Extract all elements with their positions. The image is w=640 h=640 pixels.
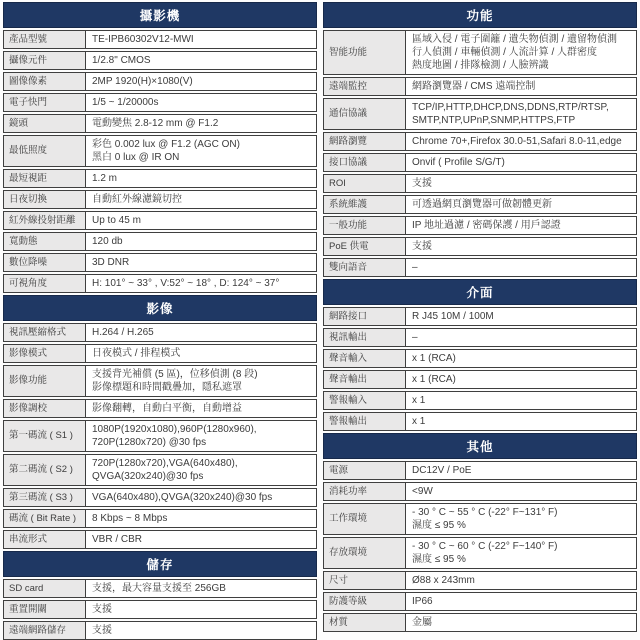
spec-value	[86, 510, 316, 527]
spec-label: 系統維護	[324, 196, 406, 213]
spec-value	[86, 366, 316, 396]
spec-value-line: TCP/IP,HTTP,DHCP,DNS,DDNS,RTP/RTSP,	[412, 102, 609, 113]
spec-label: 串流形式	[4, 531, 86, 548]
spec-label: ROI	[324, 175, 406, 192]
spec-value	[406, 31, 636, 74]
spec-value-line: 熱度地圖 / 排隊檢測 / 人臉辨識	[412, 60, 549, 71]
spec-value-line: 自動紅外線濾鏡切控	[92, 194, 182, 205]
spec-value-line: 影像標題和時間戳疊加，隱私遮罩	[92, 382, 242, 393]
spec-value	[406, 462, 636, 479]
spec-value	[86, 73, 316, 90]
spec-value	[86, 191, 316, 208]
spec-label: 鏡頭	[4, 115, 86, 132]
section-header: 其他	[323, 433, 637, 459]
spec-value	[406, 175, 636, 192]
spec-row	[323, 237, 637, 256]
spec-value	[406, 572, 636, 589]
spec-label: 最低照度	[4, 136, 86, 166]
spec-value-line: 120 db	[92, 236, 123, 247]
spec-row	[323, 216, 637, 235]
spec-value	[406, 259, 636, 276]
spec-label: 聲音輸出	[324, 371, 406, 388]
spec-label: 存放環境	[324, 538, 406, 568]
spec-row	[3, 509, 317, 528]
spec-value-line: - 30 ° C ~ 55 ° C (-22° F~131° F)	[412, 507, 558, 518]
spec-row	[323, 482, 637, 501]
spec-row	[323, 412, 637, 431]
spec-label: 第二碼流 ( S2 )	[4, 455, 86, 485]
spec-value-line: 網路瀏覽器 / CMS 遠端控制	[412, 81, 536, 92]
spec-row	[323, 153, 637, 172]
spec-row	[323, 132, 637, 151]
spec-value	[406, 392, 636, 409]
spec-value-line: –	[412, 332, 418, 343]
spec-value-line: 720P(1280x720) @30 fps	[92, 437, 207, 448]
spec-value-line: 支援	[92, 604, 112, 615]
spec-value	[406, 538, 636, 568]
spec-value-line: 行人偵測 / 車輛偵測 / 人流計算 / 人群密度	[412, 47, 598, 58]
spec-row	[3, 488, 317, 507]
spec-value-line: –	[412, 262, 418, 273]
spec-row	[3, 454, 317, 486]
spec-value-line: IP66	[412, 596, 433, 607]
spec-value	[406, 504, 636, 534]
section-header: 儲存	[3, 551, 317, 577]
spec-label: 遠端網路儲存	[4, 622, 86, 639]
spec-row	[323, 98, 637, 130]
spec-row	[323, 30, 637, 75]
spec-label: 接口協議	[324, 154, 406, 171]
spec-label: 材質	[324, 614, 406, 631]
spec-row	[3, 114, 317, 133]
spec-value-line: 彩色 0.002 lux @ F1.2 (AGC ON)	[92, 139, 240, 150]
spec-value-line: 720P(1280x720),VGA(640x480),	[92, 458, 238, 469]
spec-value-line: 支援背光補償 (5 區)，位移偵測 (8 段)	[92, 369, 258, 380]
spec-value-line: VBR / CBR	[92, 534, 143, 545]
spec-value	[86, 601, 316, 618]
spec-value-line: - 30 ° C ~ 60 ° C (-22° F~140° F)	[412, 541, 558, 552]
spec-value-line: Chrome 70+,Firefox 30.0-51,Safari 8.0-11,edge	[412, 136, 622, 147]
section-header: 影像	[3, 295, 317, 321]
spec-value-line: x 1 (RCA)	[412, 353, 456, 364]
spec-value	[86, 52, 316, 69]
spec-value	[86, 455, 316, 485]
spec-row	[3, 579, 317, 598]
spec-value	[86, 400, 316, 417]
spec-value	[406, 614, 636, 631]
spec-value	[86, 31, 316, 48]
spec-label: 通信協議	[324, 99, 406, 129]
spec-row	[3, 365, 317, 397]
section-header: 攝影機	[3, 2, 317, 28]
spec-value-line: 影像翻轉，自動白平衡，自動增益	[92, 403, 242, 414]
spec-row	[323, 307, 637, 326]
spec-value	[406, 593, 636, 610]
spec-label: 網路接口	[324, 308, 406, 325]
spec-label: 碼流 ( Bit Rate )	[4, 510, 86, 527]
spec-row	[3, 135, 317, 167]
spec-label: 數位降噪	[4, 254, 86, 271]
spec-value	[406, 196, 636, 213]
spec-value-line: 1/2.8" CMOS	[92, 55, 151, 66]
spec-value-line: <9W	[412, 486, 433, 497]
spec-value-line: 2MP 1920(H)×1080(V)	[92, 76, 193, 87]
spec-row	[3, 344, 317, 363]
spec-row	[3, 93, 317, 112]
spec-value-line: IP 地址過濾 / 密碼保護 / 用戶認證	[412, 220, 561, 231]
spec-row	[3, 399, 317, 418]
spec-row	[3, 30, 317, 49]
spec-value	[86, 115, 316, 132]
spec-value-line: 電動變焦 2.8-12 mm @ F1.2	[92, 118, 219, 129]
spec-value	[86, 489, 316, 506]
spec-label: 智能功能	[324, 31, 406, 74]
spec-value	[406, 99, 636, 129]
spec-value	[86, 345, 316, 362]
spec-label: 攝像元件	[4, 52, 86, 69]
spec-value	[86, 94, 316, 111]
spec-value	[86, 622, 316, 639]
spec-label: 影像調校	[4, 400, 86, 417]
spec-value	[86, 275, 316, 292]
spec-value-line: Up to 45 m	[92, 215, 141, 226]
spec-row	[3, 253, 317, 272]
spec-label: 電子快門	[4, 94, 86, 111]
spec-value-line: 1.2 m	[92, 173, 118, 184]
spec-value	[406, 413, 636, 430]
spec-row	[323, 571, 637, 590]
spec-value	[86, 254, 316, 271]
spec-label: 視訊輸出	[324, 329, 406, 346]
spec-label: 第一碼流 ( S1 )	[4, 421, 86, 451]
spec-value-line: 1080P(1920x1080),960P(1280x960),	[92, 424, 257, 435]
spec-label: 一般功能	[324, 217, 406, 234]
spec-value-line: Onvif ( Profile S/G/T)	[412, 157, 505, 168]
spec-value-line: H.264 / H.265	[92, 327, 154, 338]
spec-value-line: 日夜模式 / 排程模式	[92, 348, 181, 359]
spec-label: 第三碼流 ( S3 )	[4, 489, 86, 506]
spec-value-line: H: 101° ~ 33° , V:52° ~ 18° , D: 124° ~ 37°	[92, 278, 280, 289]
spec-label: 工作環境	[324, 504, 406, 534]
spec-row	[323, 461, 637, 480]
spec-value	[86, 531, 316, 548]
spec-value	[406, 329, 636, 346]
spec-value	[406, 308, 636, 325]
spec-row	[3, 323, 317, 342]
spec-row	[3, 169, 317, 188]
spec-label: 最短視距	[4, 170, 86, 187]
spec-row	[3, 190, 317, 209]
spec-value-line: 支援	[92, 625, 112, 636]
spec-row	[323, 195, 637, 214]
spec-label: PoE 供電	[324, 238, 406, 255]
spec-row	[3, 420, 317, 452]
spec-row	[323, 349, 637, 368]
spec-row	[3, 274, 317, 293]
spec-value	[406, 350, 636, 367]
spec-label: 影像功能	[4, 366, 86, 396]
spec-row	[3, 530, 317, 549]
spec-row	[323, 77, 637, 96]
spec-value	[86, 580, 316, 597]
spec-label: 防護等級	[324, 593, 406, 610]
spec-label: 警報輸入	[324, 392, 406, 409]
spec-value	[406, 217, 636, 234]
spec-row	[323, 174, 637, 193]
spec-row	[3, 600, 317, 619]
spec-value-line: 區域入侵 / 電子圍籬 / 遺失物偵測 / 遺留物偵測	[412, 34, 618, 45]
spec-value-line: QVGA(320x240)@30 fps	[92, 471, 204, 482]
spec-value	[86, 233, 316, 250]
spec-value-line: x 1 (RCA)	[412, 374, 456, 385]
spec-row	[3, 72, 317, 91]
left-spec-column	[3, 2, 317, 640]
spec-value	[86, 421, 316, 451]
spec-row	[323, 503, 637, 535]
spec-row	[323, 613, 637, 632]
spec-value-line: TE-IPB60302V12-MWI	[92, 34, 194, 45]
spec-value-line: DC12V / PoE	[412, 465, 472, 476]
spec-row	[3, 211, 317, 230]
spec-value-line: 1/5 ~ 1/20000s	[92, 97, 159, 108]
spec-value	[406, 238, 636, 255]
spec-row	[3, 621, 317, 640]
spec-value	[406, 78, 636, 95]
spec-value-line: R J45 10M / 100M	[412, 311, 494, 322]
right-spec-column	[323, 2, 637, 640]
spec-row	[3, 51, 317, 70]
spec-value	[406, 371, 636, 388]
spec-value-line: 濕度 ≤ 95 %	[412, 520, 466, 531]
spec-value-line: 可透過網頁瀏覽器可做韌體更新	[412, 199, 552, 210]
spec-label: 日夜切換	[4, 191, 86, 208]
spec-label: 雙向語音	[324, 259, 406, 276]
spec-value	[406, 154, 636, 171]
spec-label: 可視角度	[4, 275, 86, 292]
spec-value-line: x 1	[412, 416, 426, 427]
spec-value-line: 支援，最大容量支援至 256GB	[92, 583, 226, 594]
spec-value-line: 金屬	[412, 617, 432, 628]
spec-label: 紅外線投射距離	[4, 212, 86, 229]
spec-label: 產品型號	[4, 31, 86, 48]
spec-label: 圖像像素	[4, 73, 86, 90]
spec-value-line: 3D DNR	[92, 257, 130, 268]
spec-label: 尺寸	[324, 572, 406, 589]
spec-label: SD card	[4, 580, 86, 597]
spec-label: 重置開關	[4, 601, 86, 618]
spec-label: 寬動態	[4, 233, 86, 250]
spec-row	[323, 592, 637, 611]
spec-value	[86, 212, 316, 229]
spec-row	[323, 258, 637, 277]
spec-label: 網路瀏覽	[324, 133, 406, 150]
spec-row	[323, 537, 637, 569]
spec-value	[86, 170, 316, 187]
spec-value	[406, 133, 636, 150]
spec-label: 影像模式	[4, 345, 86, 362]
spec-row	[323, 370, 637, 389]
spec-value-line: SMTP,NTP,UPnP,SNMP,HTTPS,FTP	[412, 115, 576, 126]
spec-value-line: x 1	[412, 395, 426, 406]
spec-value	[86, 324, 316, 341]
spec-label: 聲音輸入	[324, 350, 406, 367]
spec-label: 視訊壓縮格式	[4, 324, 86, 341]
spec-value-line: VGA(640x480),QVGA(320x240)@30 fps	[92, 492, 273, 503]
spec-value-line: 支援	[412, 241, 432, 252]
spec-value-line: 濕度 ≤ 95 %	[412, 554, 466, 565]
spec-row	[3, 232, 317, 251]
section-header: 功能	[323, 2, 637, 28]
spec-value-line: 黑白 0 lux @ IR ON	[92, 152, 180, 163]
spec-label: 電源	[324, 462, 406, 479]
spec-value-line: Ø88 x 243mm	[412, 575, 475, 586]
spec-row	[323, 391, 637, 410]
spec-value-line: 8 Kbps ~ 8 Mbps	[92, 513, 168, 524]
spec-label: 警報輸出	[324, 413, 406, 430]
spec-value	[86, 136, 316, 166]
spec-label: 遠端監控	[324, 78, 406, 95]
spec-value	[406, 483, 636, 500]
spec-row	[323, 328, 637, 347]
spec-value-line: 支援	[412, 178, 432, 189]
spec-label: 消耗功率	[324, 483, 406, 500]
section-header: 介面	[323, 279, 637, 305]
